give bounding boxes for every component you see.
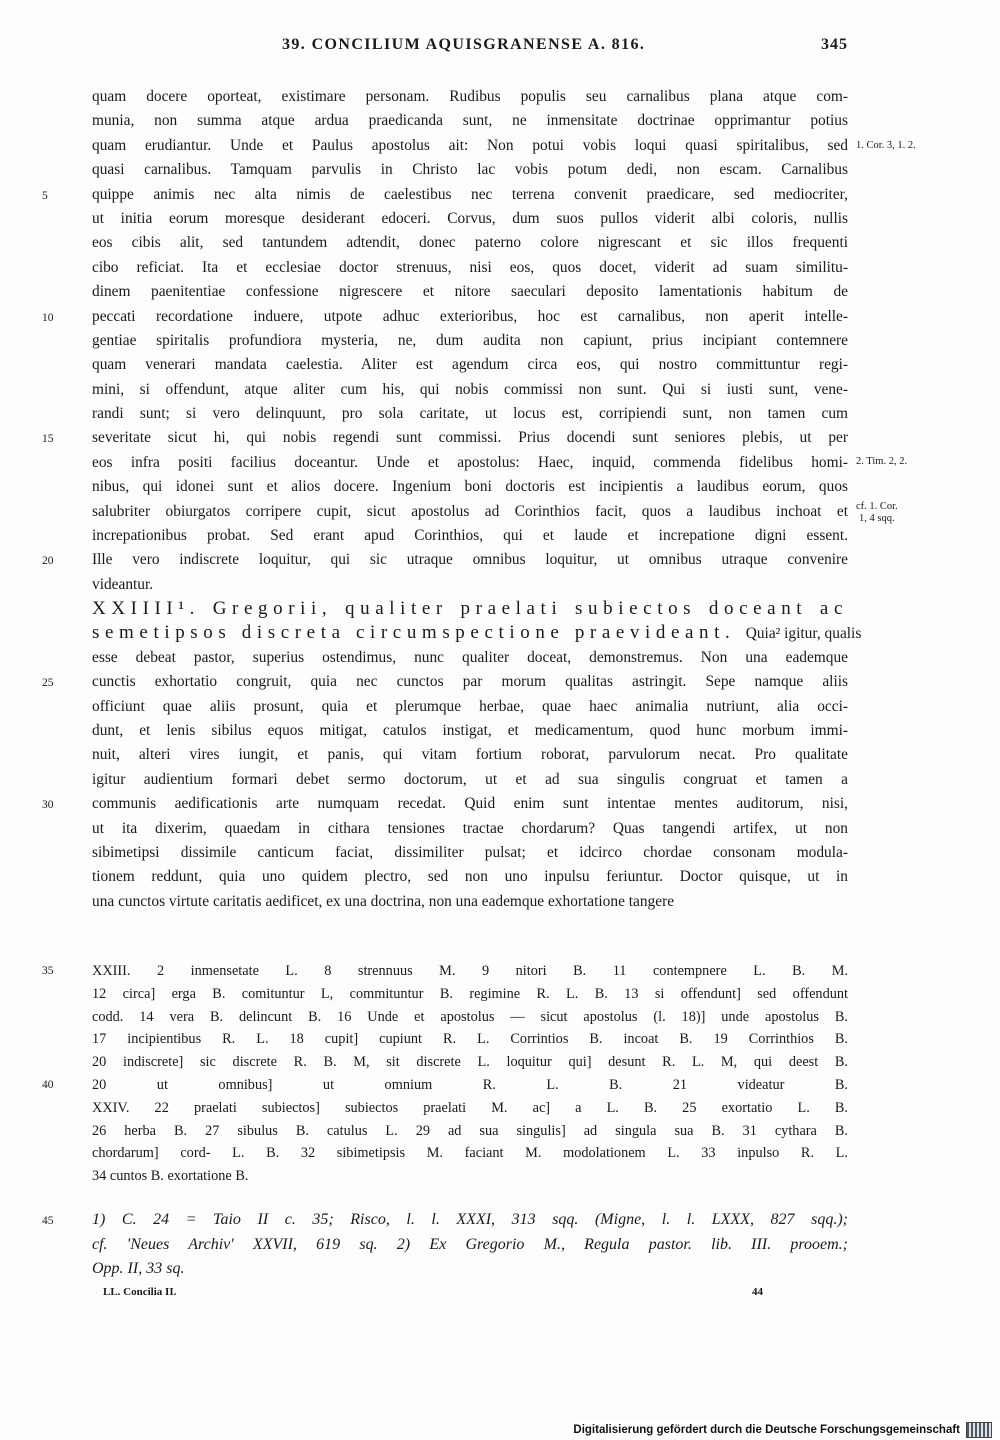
line-text: peccati recordatione induere, utpote adhuc exterioribus, hoc est carnalibus, non aperit intelle- xyxy=(92,307,848,325)
text-line xyxy=(92,1257,848,1282)
line-text: quasi carnalibus. Tamquam parvulis in Christo lac vobis potum dedi, non escam. Carnalibus xyxy=(92,161,848,179)
line-text: chordarum] cord- L. B. 32 sibimetipsis M. faciant M. modolationem L. 33 inpulso R. L. xyxy=(92,1145,848,1162)
text-line xyxy=(92,817,848,841)
line-text: quam erudiantur. Unde et Paulus apostolus ait: Non potui vobis loqui quasi spiritalibus, sed xyxy=(92,136,848,154)
margin-note: 2. Tim. 2, 2. xyxy=(856,456,908,467)
margin-note: 1. Cor. 3, 1. 2. xyxy=(856,140,916,151)
line-number: 40 xyxy=(42,1078,54,1091)
text-line xyxy=(92,329,848,353)
text-line xyxy=(92,500,848,524)
text-line xyxy=(92,1006,848,1029)
text-line xyxy=(92,1233,848,1258)
line-text: nibus, qui idonei sunt et alios docere. Ingenium boni doctoris est incipientis a laudibus eorum, quos xyxy=(92,478,848,496)
text-line xyxy=(92,451,848,475)
text-line xyxy=(42,548,848,572)
line-text: nuit, alteri vires iungit, et panis, qui vitam fortium roborat, parvulorum necat. Pro qualitate xyxy=(92,746,848,764)
line-text: sibimetipsi dissimile canticum faciat, dissimiliter pulsat; et idcirco chordae consonam modula- xyxy=(92,843,848,861)
line-text: igitur audientium formari debet sermo doctorum, ut et ad sua singulis congruat et tamen a xyxy=(92,770,848,788)
line-text: dinem paenitentiae confessione nigrescere et nitore saeculari deposito lamentationis habitum de xyxy=(92,283,848,301)
line-number: 30 xyxy=(42,799,54,812)
line-text: severitate sicut hi, qui nobis regendi sunt commissi. Prius docendi sunt seniores plebis, ut per xyxy=(92,429,848,447)
line-text: increpationibus probat. Sed erant apud Corinthios, qui et laude et increpatione digni essent. xyxy=(92,527,848,545)
line-text: salubriter obiurgatos corripere cupit, sicut apostolus ad Corinthios facit, quos a laudibus inchoat et xyxy=(92,502,848,520)
line-text: randi sunt; si vero delinquunt, pro sola caritate, ut locus est, corripiendi sunt, non tamen cum xyxy=(92,405,848,423)
text-line xyxy=(92,1051,848,1074)
line-text: Opp. II, 33 sq. xyxy=(92,1260,185,1278)
line-text: quam venerari mandata caelestia. Aliter est agendum circa eos, qui nostro committuntur regi- xyxy=(92,356,848,374)
signature-label: LL. Concilia II. xyxy=(103,1286,177,1298)
text-line xyxy=(42,1208,848,1233)
line-text: mini, si offendunt, atque aliter cum his, qui nobis commissi non sunt. Qui si iusti sunt, vene- xyxy=(92,380,848,398)
line-text: communis aedificationis arte numquam recedat. Quid enim sunt intentae mentes auditorum, nisi, xyxy=(92,795,848,813)
chapter-lines xyxy=(42,646,848,914)
text-line xyxy=(92,743,848,767)
main-text xyxy=(42,85,848,597)
text-line xyxy=(92,280,848,304)
text-line xyxy=(92,85,848,109)
text-line xyxy=(92,646,848,670)
line-text: cunctis exhortatio congruit, quia nec cunctos par morum qualitas astringit. Sepe namque aliis xyxy=(92,673,848,691)
line-number: 25 xyxy=(42,677,54,690)
line-text: quippe animis nec alta nimis de caelestibus nec terrena convenit praedicare, sed mediocriter, xyxy=(92,185,848,203)
line-number: 10 xyxy=(42,311,54,324)
text-line xyxy=(92,719,848,743)
running-title: 39. CONCILIUM AQUISGRANENSE A. 816. xyxy=(282,36,646,53)
text-line xyxy=(92,402,848,426)
text-line xyxy=(92,890,848,914)
funding-credit xyxy=(569,1420,1000,1440)
line-text: videantur. xyxy=(92,575,154,593)
margin-note: 1, 4 sqq. xyxy=(859,513,895,524)
critical-apparatus xyxy=(42,960,848,1188)
text-line xyxy=(92,109,848,133)
text-line xyxy=(42,670,848,694)
text-line xyxy=(92,1165,848,1188)
line-text: Ille vero indiscrete loquitur, qui sic utraque omnibus loquitur, ut omnibus utraque convenire xyxy=(92,551,848,569)
line-text: eos infra positi facilius doceantur. Unde et apostolus: Haec, inquid, commenda fidelibus homi- xyxy=(92,453,848,471)
line-text: dunt, et lenis sibilus equos mitigat, catulos instigat, et medicamentum, quod hunc morbum immi- xyxy=(92,721,848,739)
line-number: 15 xyxy=(42,433,54,446)
line-number: 5 xyxy=(42,189,48,202)
text-line xyxy=(92,256,848,280)
text-line xyxy=(42,305,848,329)
text-line xyxy=(92,158,848,182)
page-number: 345 xyxy=(821,36,848,53)
line-text: cf. 'Neues Archiv' XXVII, 619 sq. 2) Ex Gregorio M., Regula pastor. lib. III. prooem.; xyxy=(92,1235,848,1253)
line-text: 20 ut omnibus] ut omnium R. L. B. 21 videatur B. xyxy=(92,1076,848,1093)
text-line xyxy=(92,1028,848,1051)
chapter-heading-line-2 xyxy=(92,621,862,645)
line-text: ut initia eorum moresque desiderant edoceri. Corvus, dum suos pullos viderit albi coloris, nullis xyxy=(92,209,848,227)
line-text: 12 circa] erga B. comituntur L, commituntur B. regimine R. L. B. 13 si offendunt] sed offendunt xyxy=(92,985,848,1002)
chapter-heading-line-1: XXIIII¹. Gregorii, qualiter praelati subiectos doceant ac xyxy=(92,598,848,619)
text-line xyxy=(92,983,848,1006)
text-line xyxy=(92,353,848,377)
line-text: 34 cuntos B. exortatione B. xyxy=(92,1168,249,1185)
line-text: gentiae spiritalis profundiora mysteria, ne, dum audita non capiunt, prius incipiant contemnere xyxy=(92,331,848,349)
line-text: una cunctos virtute caritatis aedificet, ex una doctrina, non una eademque exhortatione tangere xyxy=(92,892,675,910)
text-line xyxy=(42,1074,848,1097)
line-text: tionem reddunt, quia uno quidem plectro, sed non uno inpulsu feriuntur. Doctor quisque, ut in xyxy=(92,868,848,886)
text-line xyxy=(92,695,848,719)
line-text: 20 indiscrete] sic discrete R. B. M, sit discrete L. loquitur qui] desunt R. L. M, qui deest B. xyxy=(92,1054,848,1071)
text-line xyxy=(92,378,848,402)
text-line xyxy=(42,426,848,450)
line-text: XXIII. 2 inmensetate L. 8 strennuus M. 9 nitori B. 11 contempnere L. B. M. xyxy=(92,963,848,979)
line-text: officiunt quae aliis prosunt, quia et plerumque herbae, quae haec animalia nutriunt, alia occi- xyxy=(92,697,848,715)
line-text: cibo reficiat. Ita et ecclesiae doctor strenuus, nisi eos, quos docet, viderit ad suam similitu- xyxy=(92,258,848,276)
margin-note: cf. 1. Cor. xyxy=(856,501,898,512)
line-text: ut ita dixerim, quaedam in cithara tensiones tractae chordarum? Quas tangendi artifex, ut non xyxy=(92,819,848,837)
line-text: XXIV. 22 praelati subiectos] subiectos praelati M. ac] a L. B. 25 exortatio L. B. xyxy=(92,1099,848,1116)
text-line xyxy=(92,475,848,499)
line-text: munia, non summa atque ardua praedicanda sunt, ne inmensitate doctrinae opprimantur potius xyxy=(92,112,848,130)
funding-credit-text: Digitalisierung gefördert durch die Deutsche Forschungsgemeinschaft xyxy=(573,1424,960,1436)
chapter-heading-rest: Quia² igitur, qualis xyxy=(745,625,862,643)
text-line xyxy=(42,183,848,207)
text-line xyxy=(92,1120,848,1143)
text-line xyxy=(92,524,848,548)
text-line xyxy=(42,792,848,816)
text-line xyxy=(92,768,848,792)
dfg-logo-icon xyxy=(966,1422,992,1438)
text-line xyxy=(92,134,848,158)
text-line xyxy=(92,207,848,231)
text-line xyxy=(92,231,848,255)
line-number: 45 xyxy=(42,1215,54,1227)
footnotes xyxy=(42,1208,848,1282)
chapter-heading-title: semetipsos discreta circumspectione praevideant. xyxy=(92,622,736,644)
line-number: 20 xyxy=(42,555,54,568)
line-text: esse debeat pastor, superius ostendimus, nunc qualiter doceat, demonstremus. Non una eademque xyxy=(92,648,848,666)
text-line xyxy=(92,573,848,597)
text-line xyxy=(92,841,848,865)
text-line xyxy=(92,1097,848,1120)
line-number: 35 xyxy=(42,965,54,977)
line-text: codd. 14 vera B. delincunt B. 16 Unde et apostolus — sicut apostolus (l. 18)] unde apostolus B. xyxy=(92,1008,848,1025)
sheet-number: 44 xyxy=(752,1286,763,1298)
text-line xyxy=(92,1142,848,1165)
text-line xyxy=(42,960,848,983)
text-line xyxy=(92,865,848,889)
line-text: quam docere oporteat, existimare personam. Rudibus populis seu carnalibus plana atque com- xyxy=(92,88,848,105)
chapter-block xyxy=(42,597,862,914)
line-text: eos cibis alit, sed tantundem adtendit, donec paterno colore nigrescant et sic illos frequenti xyxy=(92,234,848,252)
line-text: 1) C. 24 = Taio II c. 35; Risco, l. l. XXXI, 313 sqq. (Migne, l. l. LXXX, 827 sqq.); xyxy=(92,1211,848,1228)
line-text: 26 herba B. 27 sibulus B. catulus L. 29 ad sua singulis] ad singula sua B. 31 cythara B. xyxy=(92,1122,848,1139)
line-text: 17 incipientibus R. L. 18 cupit] cupiunt R. L. Corrintios B. incoat B. 19 Corrinthios B. xyxy=(92,1031,848,1048)
